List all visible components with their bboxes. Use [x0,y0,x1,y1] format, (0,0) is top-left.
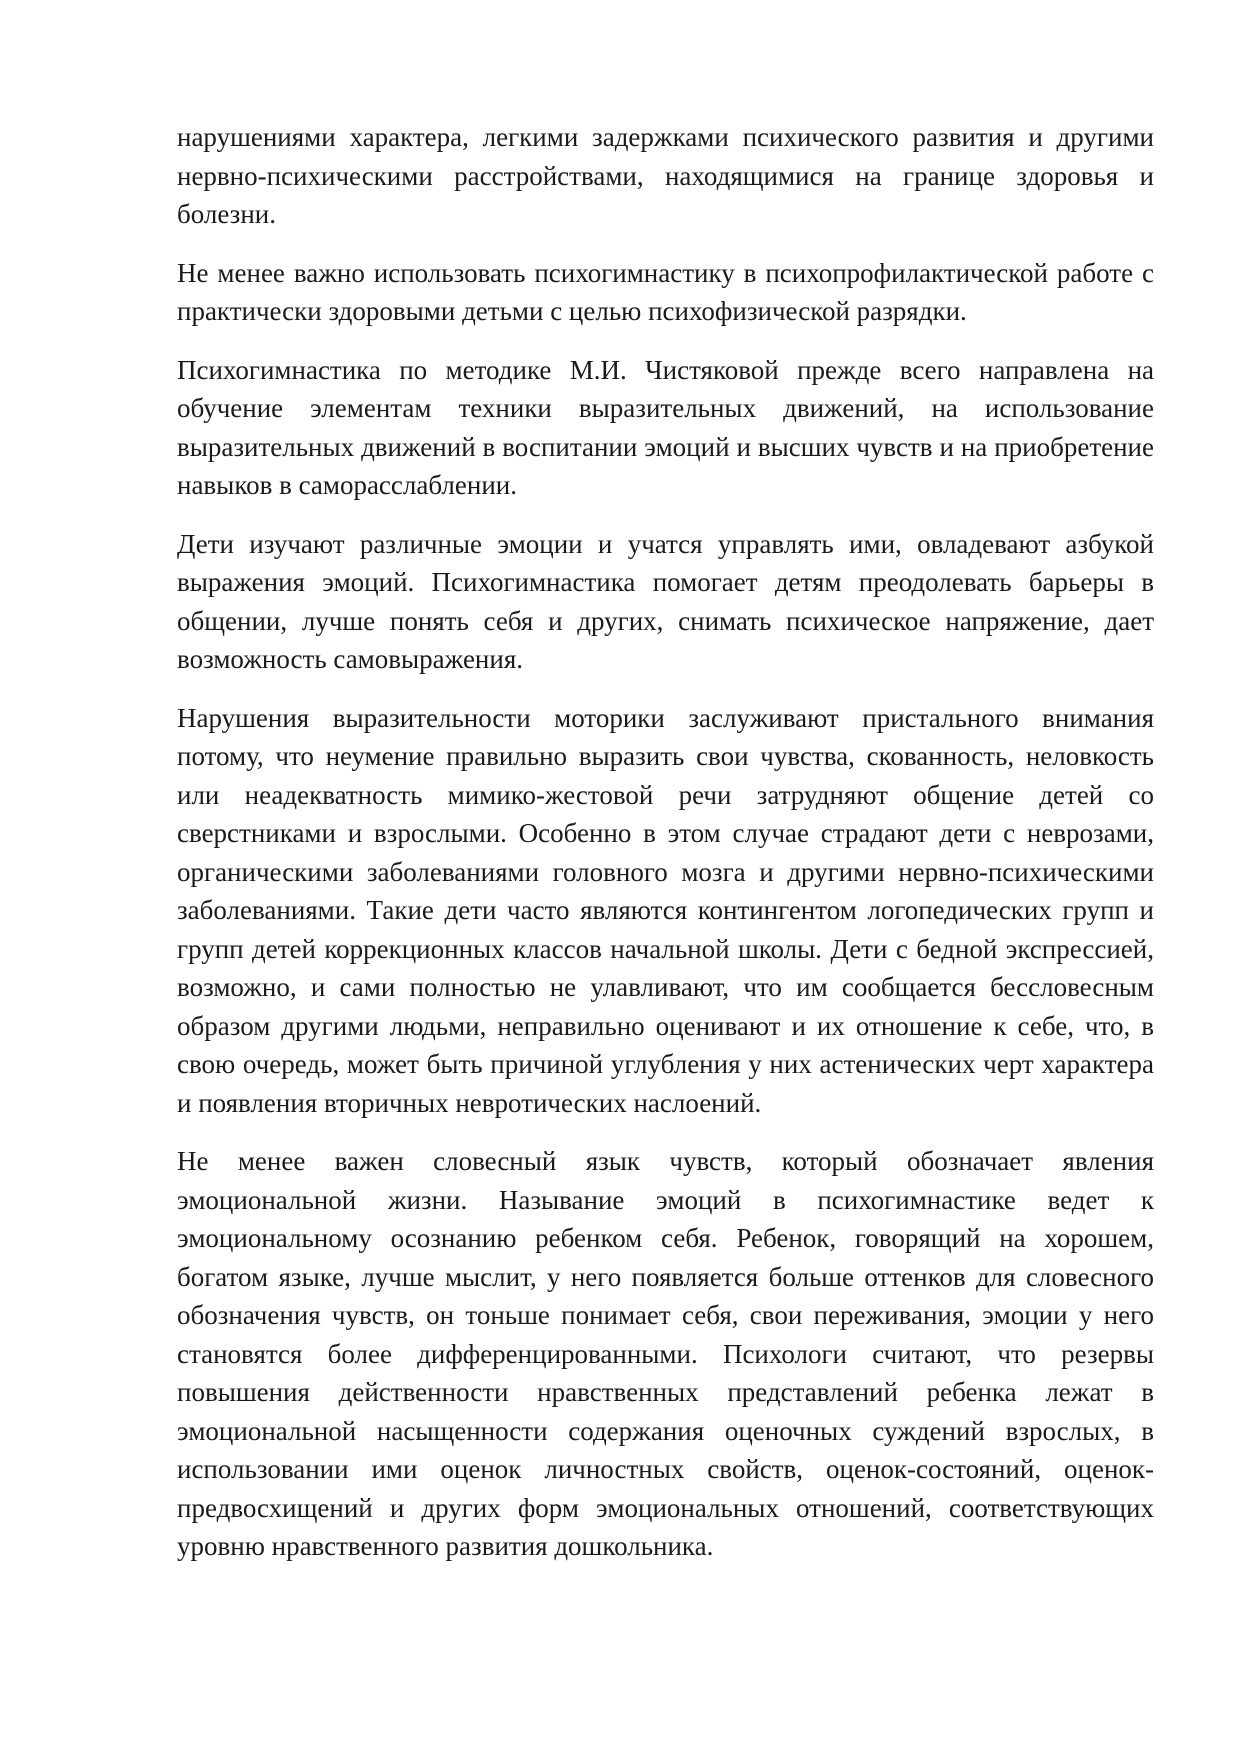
paragraph-1: нарушениями характера, легкими задержками психического развития и другими нервно-психическими расстройствами, находящимися на границе здоровья и болезни. [177,122,1154,229]
paragraph-3: Психогимнастика по методике М.И. Чистяковой прежде всего направлена на обучение элементам техники выразительных движений, на использование выразительных движений в воспитании эмоций и высших чувств и на приобретение навыков в саморасслаблении. [177,354,1154,500]
paragraph-4: Дети изучают различные эмоции и учатся управлять ими, овладевают азбукой выражения эмоций. Психогимнастика помогает детям преодолевать барьеры в общении, лучше понять себя и других, снимать психическое напряжение, дает возможность самовыражения. [177,528,1154,674]
paragraph-2: Не менее важно использовать психогимнастику в психопрофилактической работе с практически здоровыми детьми с целью психофизической разрядки. [177,257,1154,326]
document-body [177,118,1154,1586]
paragraph-6: Не менее важен словесный язык чувств, который обозначает явления эмоциональной жизни. Называние эмоций в психогимнастике ведет к эмоциональному осознанию ребенком себя. Ребенок, говорящий на хорошем, богатом языке, лучше мыслит, у него появляется больше оттенков для словесного обозначения чувств, он тоньше понимает себя, свои переживания, эмоции у него становятся более дифференцированными. Психологи считают, что резервы повышения действенности нравственных представлений ребенка лежат в эмоциональной насыщенности содержания оценочных суждений взрослых, в использовании ими оценок личностных свойств, оценок-состояний, оценок-предвосхищений и других форм эмоциональных отношений, соответствующих уровню нравственного развития дошкольника. [177,1146,1154,1561]
paragraph-5: Нарушения выразительности моторики заслуживают пристального внимания потому, что неумение правильно выразить свои чувства, скованность, неловкость или неадекватность мимико-жестовой речи затрудняют общение детей со сверстниками и взрослыми. Особенно в этом случае страдают дети с неврозами, органическими заболеваниями головного мозга и другими нервно-психическими заболеваниями. Такие дети часто являются контингентом логопедических групп и групп детей коррекционных классов начальной школы. Дети с бедной экспрессией, возможно, и сами полностью не улавливают, что им сообщается бессловесным образом другими людьми, неправильно оценивают и их отношение к себе, что, в свою очередь, может быть причиной углубления у них астенических черт характера и появления вторичных невротических наслоений. [177,702,1154,1118]
